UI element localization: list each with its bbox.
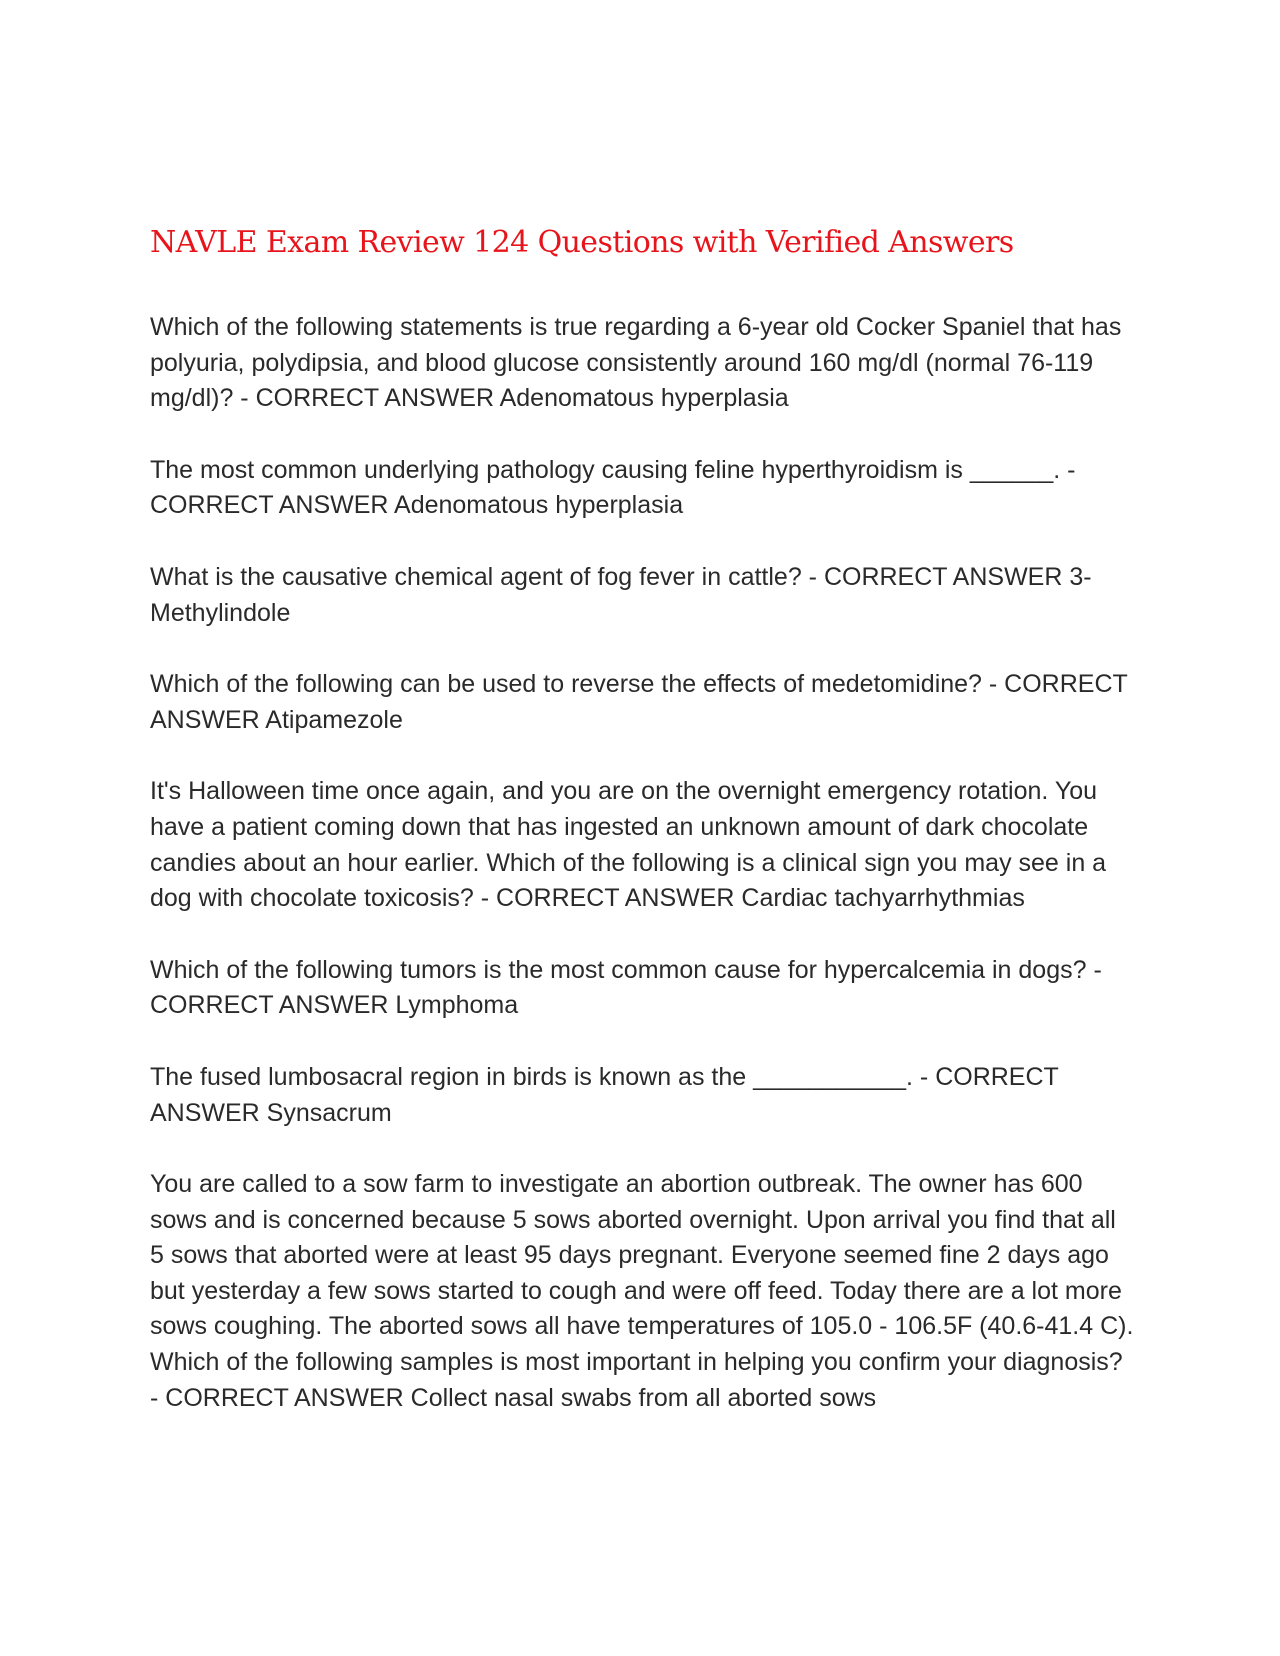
document-body [150, 218, 1135, 1452]
qa-item-5: It's Halloween time once again, and you are on the overnight emergency rotation. You have a patient coming down that has ingested an unknown amount of dark chocolate candies about an hour earlier. Which of the following is a clinical sign you may see in a dog with chocolate toxicosis? - CORRECT ANSWER Cardiac tachyarrhythmias [150, 777, 1107, 913]
qa-item-4: Which of the following can be used to reverse the effects of medetomidine? - CORRECT ANSWER Atipamezole [150, 670, 1128, 734]
qa-item-7: The fused lumbosacral region in birds is known as the ___________. - CORRECT ANSWER Synsacrum [150, 1062, 1059, 1127]
qa-item-2: The most common underlying pathology causing feline hyperthyroidism is ______. - CORRECT ANSWER Adenomatous hyperplasia [150, 455, 1076, 520]
qa-item-6: Which of the following tumors is the most common cause for hypercalcemia in dogs? - CORRECT ANSWER Lymphoma [150, 955, 1102, 1020]
qa-item-1: Which of the following statements is true regarding a 6-year old Cocker Spaniel that has polyuria, polydipsia, and blood glucose consistently around 160 mg/dl (normal 76-119 mg/dl)? - CORRECT ANSWER Adenomatous hyperplasia [150, 313, 1122, 413]
qa-item-8: You are called to a sow farm to investigate an abortion outbreak. The owner has 600 sows and is concerned because 5 sows aborted overnight. Upon arrival you find that all 5 sows that aborted were at least 95 days pregnant. Everyone seemed fine 2 days ago but yesterday a few sows started to cough and were off feed. Today there are a lot more sows coughing. The aborted sows all have temperatures of 105.0 - 106.5F (40.6-41.4 C). Which of the following samples is most important in helping you confirm your diagnosis? - CORRECT ANSWER Collect nasal swabs from all aborted sows [150, 1170, 1134, 1412]
qa-item-3: What is the causative chemical agent of fog fever in cattle? - CORRECT ANSWER 3-Methylindole [150, 562, 1092, 627]
document-title: NAVLE Exam Review 124 Questions with Verified Answers [150, 225, 1014, 260]
